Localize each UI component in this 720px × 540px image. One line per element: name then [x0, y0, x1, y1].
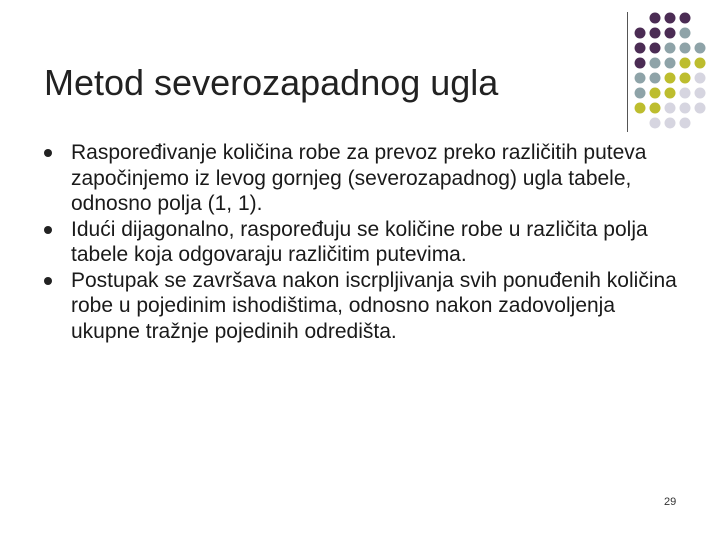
decorative-dot — [650, 28, 661, 39]
decorative-dot — [665, 13, 676, 24]
decorative-dot — [650, 73, 661, 84]
decorative-dot — [650, 58, 661, 69]
bullet-list — [44, 140, 684, 344]
bullet-item — [44, 268, 684, 345]
bullet-text: Idući dijagonalno, raspoređuju se količine robe u različita polja tabele koja odgovaraju različitim putevima. — [71, 217, 648, 266]
decorative-dot — [680, 58, 691, 69]
decorative-dot — [680, 118, 691, 129]
page-number: 29 — [664, 496, 677, 508]
decorative-dot — [650, 118, 661, 129]
decorative-dot — [695, 73, 706, 84]
decorative-dot — [695, 88, 706, 99]
decorative-dot — [695, 103, 706, 114]
bullet-item — [44, 217, 684, 268]
decorative-dot — [650, 88, 661, 99]
decorative-dot — [665, 58, 676, 69]
decorative-dot — [695, 43, 706, 54]
bullet-dot-icon — [44, 277, 52, 285]
decorative-dot — [665, 28, 676, 39]
decorative-dot — [665, 118, 676, 129]
decorative-dot — [680, 13, 691, 24]
decorative-dot — [665, 88, 676, 99]
decorative-dot — [665, 43, 676, 54]
slide-title: Metod severozapadnog ugla — [44, 62, 499, 103]
decorative-dot — [665, 73, 676, 84]
decorative-dot — [635, 103, 646, 114]
bullet-dot-icon — [44, 149, 52, 157]
decorative-dot — [665, 103, 676, 114]
bullet-item — [44, 140, 684, 217]
decorative-dot — [635, 73, 646, 84]
decorative-dot-grid — [0, 0, 720, 150]
decorative-dot — [635, 43, 646, 54]
decorative-dot — [680, 43, 691, 54]
decorative-dot — [635, 28, 646, 39]
decorative-dot — [680, 73, 691, 84]
bullet-dot-icon — [44, 226, 52, 234]
decorative-dot — [650, 13, 661, 24]
decorative-dot — [650, 103, 661, 114]
decorative-dot — [650, 43, 661, 54]
decorative-dot — [680, 103, 691, 114]
decorative-dot — [635, 88, 646, 99]
bullet-text: Postupak se završava nakon iscrpljivanja svih ponuđenih količina robe u pojedinim ishodištima, odnosno nakon zadovoljenja ukupne tražnje pojedinih odredišta. — [71, 268, 677, 343]
decorative-dot — [680, 88, 691, 99]
decorative-dot — [680, 28, 691, 39]
bullet-text: Raspoređivanje količina robe za prevoz preko različitih puteva započinjemo iz levog gornjeg (severozapadnog) ugla tabele, odnosno polja (1, 1). — [71, 141, 647, 215]
decorative-dot — [695, 58, 706, 69]
decorative-dot — [635, 58, 646, 69]
